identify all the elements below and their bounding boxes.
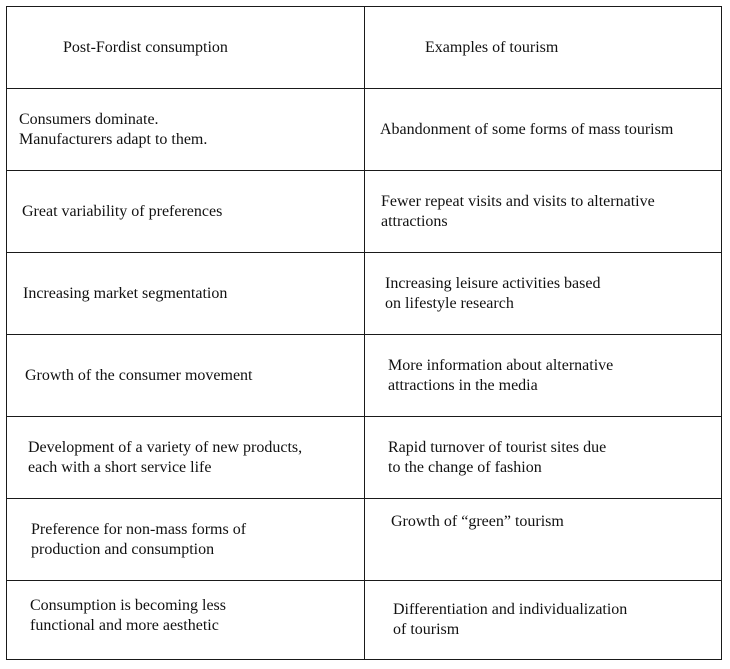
table-cell-consumption: [7, 417, 385, 498]
table-cell-tourism: [366, 499, 721, 580]
table-row: [7, 335, 721, 417]
table-cell-consumption: [7, 253, 380, 334]
comparison-table: [6, 6, 722, 660]
table-row: [7, 581, 721, 658]
cell-text: More information about alternative attractions in the media: [388, 356, 614, 394]
table-cell-consumption: [7, 89, 376, 170]
header-cell-consumption: [7, 7, 420, 88]
cell-text: Growth of the consumer movement: [25, 366, 253, 384]
table-cell-consumption: [7, 335, 382, 416]
cell-text: Consumption is becoming less functional and more aesthetic: [30, 597, 226, 634]
table-row: [7, 253, 721, 335]
table-row: [7, 89, 721, 171]
table-cell-tourism: [366, 171, 730, 252]
cell-text: Consumers dominate. Manufacturers adapt to them.: [19, 110, 208, 148]
cell-text: Fewer repeat visits and visits to alternative attractions: [381, 192, 655, 230]
table-row: [7, 171, 721, 253]
table-cell-consumption: [7, 171, 379, 252]
table-cell-tourism: [366, 89, 730, 170]
table-cell-tourism: [366, 335, 730, 416]
header-label-consumption: Post-Fordist consumption: [63, 38, 228, 56]
cell-text: Rapid turnover of tourist sites due to the change of fashion: [388, 438, 607, 476]
cell-text: Growth of “green” tourism: [391, 513, 564, 530]
cell-text: Great variability of preferences: [22, 202, 223, 220]
cell-text: Differentiation and individualization of tourism: [393, 600, 628, 638]
table-row: [7, 417, 721, 499]
table-cell-consumption: [7, 581, 364, 658]
table-header-row: [7, 7, 721, 89]
header-label-tourism: Examples of tourism: [425, 38, 559, 56]
table-cell-tourism: [366, 417, 730, 498]
cell-text: Development of a variety of new products, each with a short service life: [28, 438, 303, 476]
table-cell-consumption: [7, 499, 388, 580]
cell-text: Increasing leisure activities based on lifestyle research: [385, 274, 601, 312]
cell-text: Preference for non-mass forms of production and consumption: [31, 520, 247, 558]
table-row: [7, 499, 721, 581]
table-cell-tourism: [366, 581, 730, 658]
cell-text: Abandonment of some forms of mass tourism: [380, 120, 674, 138]
cell-text: Increasing market segmentation: [23, 284, 228, 302]
header-cell-tourism: [366, 7, 730, 88]
table-cell-tourism: [366, 253, 730, 334]
